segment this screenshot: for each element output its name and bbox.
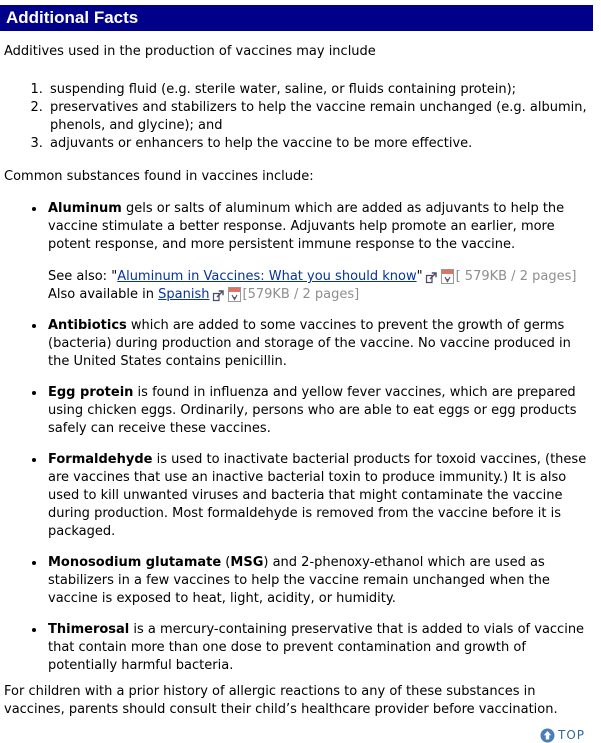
top-label: TOP <box>557 728 585 742</box>
bullet-item-egg-protein <box>46 384 587 438</box>
additives-numbered-list <box>4 81 587 153</box>
spanish-line <box>48 286 587 304</box>
bullet-term: Antibiotics <box>48 318 127 333</box>
content-area <box>0 31 601 743</box>
pdf-icon[interactable] <box>441 269 454 284</box>
bullet-term: Aluminum <box>48 201 122 216</box>
bullet-text: ) and 2-phenoxy-ethanol which are used as stabilizers in a few vaccines to help the vaccine remain unchanged when the vaccine is exposed to heat, light, acidity, or humidity. <box>48 555 550 606</box>
bullet-paragraph <box>48 621 587 675</box>
spanish-prefix: Also available in <box>48 287 159 302</box>
external-link-icon <box>212 290 224 302</box>
page-title: Additional Facts <box>0 5 593 31</box>
bullet-text-mid: ( <box>221 555 231 570</box>
bullet-paragraph <box>48 384 587 438</box>
back-to-top-link[interactable] <box>540 728 585 742</box>
bullet-item-thimerosal <box>46 621 587 675</box>
spanish-link[interactable]: Spanish <box>158 287 210 302</box>
bullet-text: is a mercury-containing preservative that is added to vials of vaccine that contain more than one dose to prevent contamination and growth of potentially harmful bacteria. <box>48 622 585 673</box>
pdf-icon[interactable] <box>228 287 241 302</box>
see-also-line <box>48 268 587 286</box>
bullet-paragraph <box>48 451 587 541</box>
bullet-term: Monosodium glutamate <box>48 555 222 570</box>
bullet-text: which are added to some vaccines to prevent the growth of germs (bacteria) during production and storage of the vaccine. No vaccine produced in the United States contains penicillin. <box>48 318 571 369</box>
numbered-item-adjuvants: 3. adjuvants or enhancers to help the vaccine to be more effective. <box>47 135 587 153</box>
see-also-block <box>48 268 587 304</box>
bullet-paragraph <box>48 554 587 608</box>
intro-text: Additives used in the production of vaccines may include <box>4 44 376 59</box>
bullet-term: Egg protein <box>48 385 134 400</box>
top-link-row <box>4 728 585 743</box>
file-size-note: [ 579KB / 2 pages] <box>455 269 577 284</box>
bullet-item-msg <box>46 554 587 608</box>
common-substances-heading: Common substances found in vaccines include: <box>4 169 314 184</box>
bullet-text: is found in influenza and yellow fever vaccines, which are prepared using chicken eggs. Ordinarily, persons who are able to eat eggs or egg products safely can receive these vaccines. <box>48 385 577 436</box>
bullet-text: gels or salts of aluminum which are added as adjuvants to help the vaccine stimulate a better response. Adjuvants help promote an earlier, more potent response, and more persistent immune response to the vaccine. <box>48 201 565 252</box>
bullet-term-abbr: MSG <box>230 555 264 570</box>
aluminum-in-vaccines-link[interactable]: Aluminum in Vaccines: What you should know <box>117 269 417 284</box>
bullet-paragraph <box>48 200 587 254</box>
bullet-text: is used to inactivate bacterial products for toxoid vaccines, (these are vaccines that use an inactive bacterial toxin to produce immunity.) It is also used to kill unwanted viruses and bacteria that might contaminate the vaccine during production. Most formaldehyde is removed from the vaccine before it is packaged. <box>48 452 587 539</box>
bullet-item-aluminum <box>46 200 587 304</box>
see-also-prefix: See also: " <box>48 269 118 284</box>
bullet-item-antibiotics <box>46 317 587 371</box>
external-link-icon <box>425 272 437 284</box>
see-also-suffix: " <box>416 269 423 284</box>
up-arrow-circle-icon <box>540 728 555 743</box>
allergy-advice-note: For children with a prior history of allergic reactions to any of these substances in vaccines, parents should consult their child’s healthcare provider before vaccination. <box>4 684 558 717</box>
bullet-term: Formaldehyde <box>48 452 153 467</box>
file-size-note: [579KB / 2 pages] <box>242 287 360 302</box>
numbered-item-suspending-fluid: 1. suspending fluid (e.g. sterile water, saline, or fluids containing protein); <box>47 81 587 99</box>
substances-bullet-list <box>4 200 587 675</box>
bullet-term: Thimerosal <box>48 622 130 637</box>
bullet-item-formaldehyde <box>46 451 587 541</box>
numbered-item-preservatives: 2. preservatives and stabilizers to help the vaccine remain unchanged (e.g. albumin, phenols, and glycine); and <box>47 99 587 135</box>
bullet-paragraph <box>48 317 587 371</box>
